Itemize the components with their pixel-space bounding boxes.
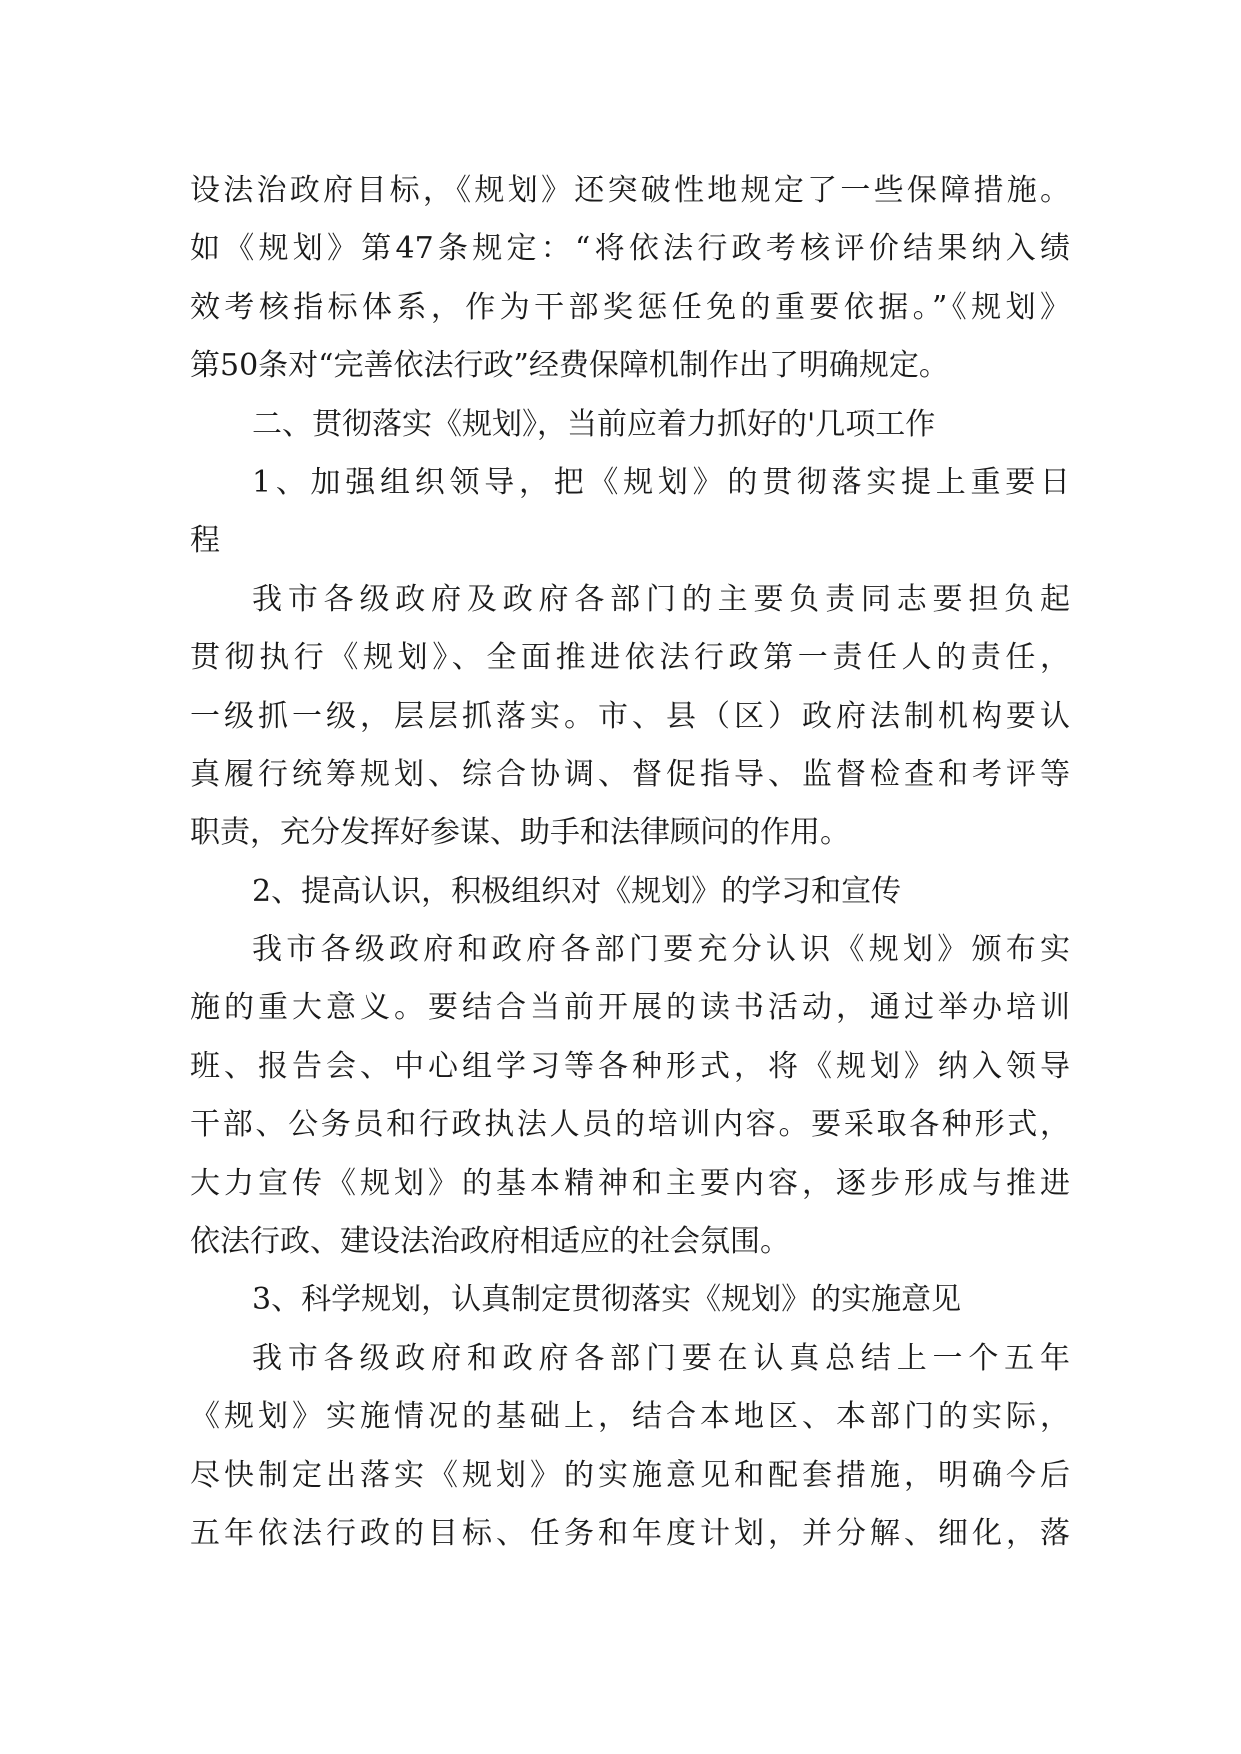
paragraph-start: 我市各级政府和政府各部门要充分认识《规划》颁布实 xyxy=(252,932,1070,968)
text-line: 五年依法行政的目标、任务和年度计划，并分解、细化，落 xyxy=(190,1515,1070,1551)
text-line: 尽快制定出落实《规划》的实施意见和配套措施，明确今后 xyxy=(190,1457,1070,1493)
text-line: 施的重大意义。要结合当前开展的读书活动，通过举办培训 xyxy=(190,990,1070,1026)
subsection-heading: 3、科学规划，认真制定贯彻落实《规划》的实施意见 xyxy=(252,1282,962,1318)
section-heading: 二、贯彻落实《规划》，当前应着力抓好的'几项工作 xyxy=(252,406,936,442)
text-line: 一级抓一级，层层抓落实。市、县（区）政府法制机构要认 xyxy=(190,698,1070,734)
text-line: 真履行统筹规划、综合协调、督促指导、监督检查和考评等 xyxy=(190,756,1070,792)
text-line: 职责，充分发挥好参谋、助手和法律顾问的作用。 xyxy=(190,815,850,851)
text-line: 贯彻执行《规划》、全面推进依法行政第一责任人的责任， xyxy=(190,640,1070,676)
text-line: 如《规划》第47条规定：“将依法行政考核评价结果纳入绩 xyxy=(190,231,1070,267)
paragraph-start: 我市各级政府及政府各部门的主要负责同志要担负起 xyxy=(252,581,1070,617)
text-line: 效考核指标体系，作为干部奖惩任免的重要依据。”《规划》 xyxy=(190,289,1070,325)
text-line: 依法行政、建设法治政府相适应的社会氛围。 xyxy=(190,1224,790,1260)
text-line: 《规划》实施情况的基础上，结合本地区、本部门的实际， xyxy=(190,1399,1070,1435)
document-page xyxy=(190,162,1070,1563)
subsection-heading-continued: 程 xyxy=(190,523,220,559)
paragraph-start: 我市各级政府和政府各部门要在认真总结上一个五年 xyxy=(252,1340,1070,1376)
subsection-heading: 1、加强组织领导，把《规划》的贯彻落实提上重要日 xyxy=(252,464,1070,500)
text-line: 大力宣传《规划》的基本精神和主要内容，逐步形成与推进 xyxy=(190,1165,1070,1201)
text-line: 干部、公务员和行政执法人员的培训内容。要采取各种形式， xyxy=(190,1107,1070,1143)
subsection-heading: 2、提高认识，积极组织对《规划》的学习和宣传 xyxy=(252,873,902,909)
text-line: 第50条对“完善依法行政”经费保障机制作出了明确规定。 xyxy=(190,348,949,384)
text-line: 班、报告会、中心组学习等各种形式，将《规划》纳入领导 xyxy=(190,1048,1070,1084)
text-line: 设法治政府目标，《规划》还突破性地规定了一些保障措施。 xyxy=(190,173,1070,208)
